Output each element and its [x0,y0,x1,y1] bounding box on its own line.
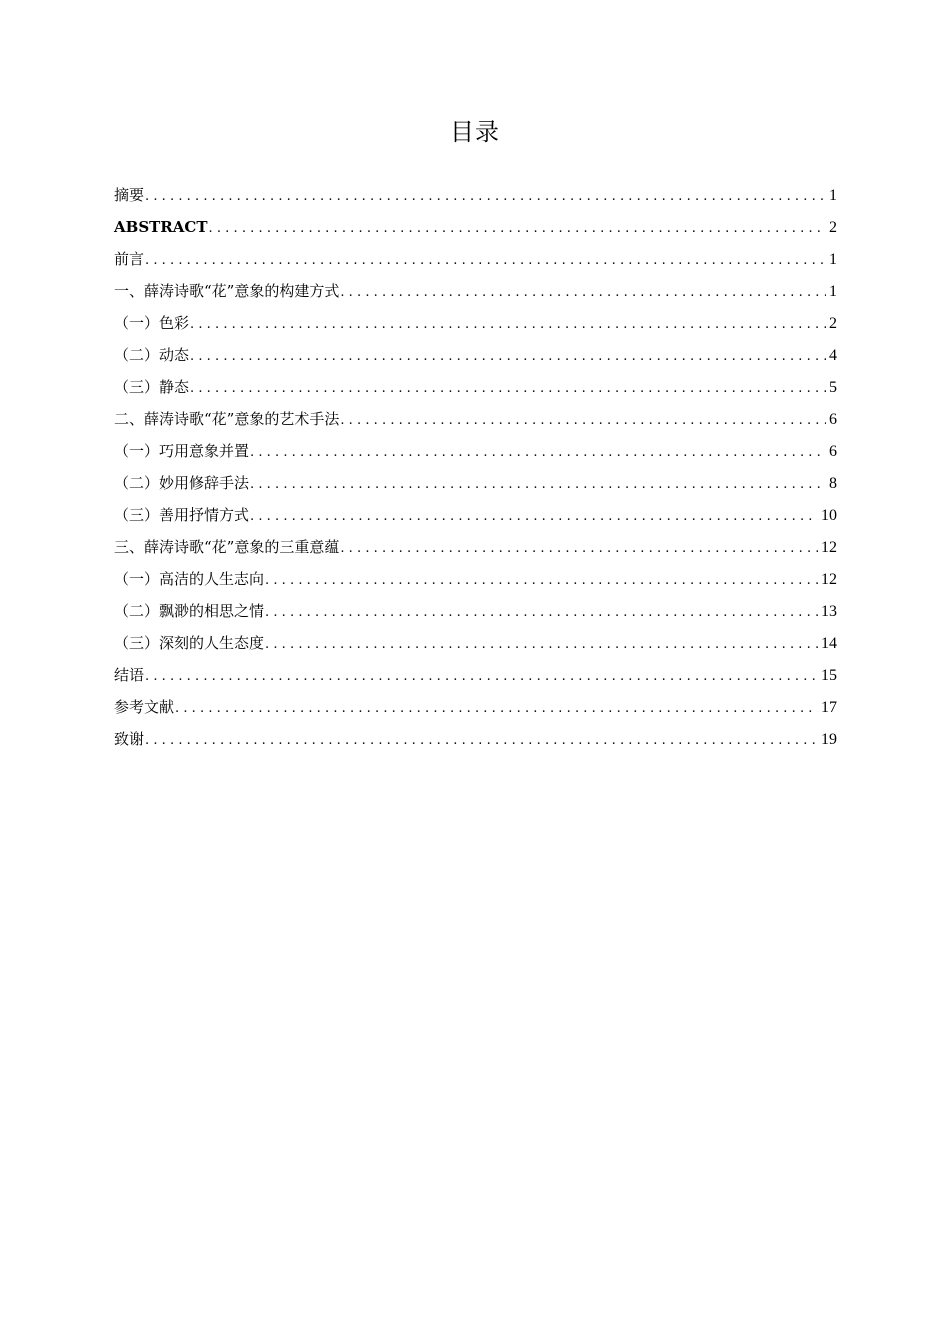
toc-entry-section-3-3[interactable] [114,631,837,663]
toc-entry-page: 15 [821,667,837,684]
toc-entry-label: （二）飘渺的相思之情 [114,602,265,620]
toc-entry-section-2-1[interactable] [114,439,837,471]
toc-entry-label: 摘要 [114,186,145,204]
toc-entry-page: 1 [829,283,837,300]
toc-entry-label: 一、薛涛诗歌“花”意象的构建方式 [114,282,340,300]
toc-entry-label: （二）动态 [114,346,190,364]
dot-leader [250,441,826,465]
dot-leader [209,217,826,241]
toc-entry-abstract-en[interactable] [114,215,837,247]
toc-entry-page: 14 [821,635,837,652]
toc-entry-section-3-1[interactable] [114,567,837,599]
dot-leader [145,665,818,689]
toc-entry-page: 4 [829,347,837,364]
toc-entry-chapter-1[interactable] [114,279,837,311]
dot-leader [340,409,826,433]
toc-entry-abstract-cn[interactable] [114,183,837,215]
dot-leader [250,473,826,497]
toc-entry-section-2-2[interactable] [114,471,837,503]
toc-entry-label: （一）色彩 [114,314,190,332]
toc-entry-page: 2 [829,219,837,236]
toc-entry-page: 10 [821,507,837,524]
dot-leader [190,313,826,337]
dot-leader [265,633,818,657]
dot-leader [190,345,826,369]
toc-entry-page: 5 [829,379,837,396]
toc-entry-chapter-3[interactable] [114,535,837,567]
dot-leader [340,281,826,305]
dot-leader [175,697,818,721]
toc-entry-label: （三）深刻的人生态度 [114,634,265,652]
dot-leader [145,185,826,209]
dot-leader [145,249,826,273]
toc-entry-section-2-3[interactable] [114,503,837,535]
toc-entry-references[interactable] [114,695,837,727]
toc-entry-label: （三）静态 [114,378,190,396]
toc-entry-label: （一）巧用意象并置 [114,442,250,460]
dot-leader [250,505,818,529]
dot-leader [190,377,826,401]
toc-entry-chapter-2[interactable] [114,407,837,439]
toc-entry-page: 17 [821,699,837,716]
toc-entry-page: 8 [829,475,837,492]
toc-entry-page: 19 [821,731,837,748]
dot-leader [265,569,818,593]
toc-entry-section-3-2[interactable] [114,599,837,631]
toc-entry-page: 13 [821,603,837,620]
toc-entry-page: 1 [829,251,837,268]
toc-entry-label: 前言 [114,250,145,268]
toc-entry-label: （二）妙用修辞手法 [114,474,250,492]
dot-leader [145,729,818,753]
toc-entry-section-1-2[interactable] [114,343,837,375]
toc-entry-label: 参考文献 [114,698,175,716]
toc-list [114,183,837,759]
toc-entry-page: 12 [821,539,837,556]
toc-entry-page: 6 [829,443,837,460]
toc-entry-section-1-1[interactable] [114,311,837,343]
toc-entry-label: （一）高洁的人生志向 [114,570,265,588]
toc-entry-page: 6 [829,411,837,428]
toc-entry-preface[interactable] [114,247,837,279]
toc-entry-page: 2 [829,315,837,332]
toc-entry-label: 三、薛涛诗歌“花”意象的三重意蕴 [114,538,340,556]
toc-entry-label: 二、薛涛诗歌“花”意象的艺术手法 [114,410,340,428]
toc-entry-label: 致谢 [114,730,145,748]
toc-entry-conclusion[interactable] [114,663,837,695]
toc-title: 目录 [450,118,500,146]
dot-leader [265,601,818,625]
toc-entry-label: ABSTRACT [114,218,208,236]
toc-entry-acknowledgements[interactable] [114,727,837,759]
toc-entry-page: 12 [821,571,837,588]
toc-entry-label: （三）善用抒情方式 [114,506,250,524]
dot-leader [340,537,818,561]
toc-entry-label: 结语 [114,666,145,684]
toc-entry-section-1-3[interactable] [114,375,837,407]
toc-entry-page: 1 [829,187,837,204]
